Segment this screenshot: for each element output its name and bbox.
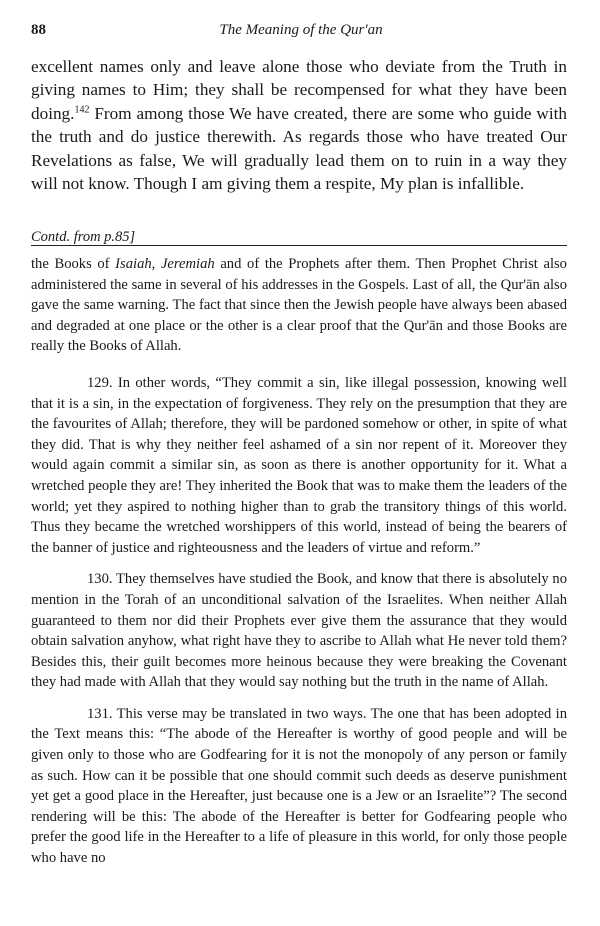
footnote-130: 130. They themselves have studied the Book, and know that there is absolutely no mention in the Torah of an unconditional salvation of the Israelites. When neither Allah guaranteed to them nor did their Prophets ever give them the assurance that they would obtain salvation anyhow, what right have they to ascribe to Allah what He never told them? Besides this, their guilt becomes more heinous because they were breaking the Covenant they had made with Allah that they would say nothing but the truth in the name of Allah. <box>31 571 567 691</box>
footnote-reference: 142 <box>74 104 90 116</box>
footnote-continuation: the Books of Isaiah, Jeremiah and of the Prophets after them. Then Prophet Christ also administered the same in several of his addresses in the Gospels. Last of all, the Qur'ān also gave the same warning. The fact that since then the Jewish people have always been abased and degraded at one place or the other is a clear proof that the Qur'ān and those Books are really the Books of Allah. <box>31 256 567 355</box>
page-header <box>31 22 571 46</box>
main-text-part-1: excellent names only and leave alone those who deviate from the Truth in giving names to Him; they shall be recompensed for what they have been doing. <box>31 57 567 123</box>
book-title-jeremiah: Jeremiah <box>160 256 215 272</box>
footnotes-section <box>31 254 567 880</box>
main-translation-text <box>31 55 567 195</box>
book-title-isaiah: Isaiah <box>115 256 152 272</box>
footnote-131: 131. This verse may be translated in two ways. The one that has been adopted in the Text means this: “The abode of the Hereafter is worthy of good people and will be given only to those who are Godfearing for it is not the monopoly of any person or family as such. How can it be possible that one should commit such deeds as deserve punishment yet get a good place in the Hereafter, just because one is a Jew or an Israelite”? The second rendering will be this: The abode of the Hereafter is better for Godfearing people who prefer the good life in the Hereafter to a life of pleasure in this world, for only those people who have no <box>31 705 567 867</box>
page-number: 88 <box>31 22 46 38</box>
continued-from-note: Contd. from p.85] <box>31 229 136 245</box>
main-text-part-2: From among those We have created, there are some who guide with the truth and do justice therewith. As regards those who have treated Our Revelations as false, We will gradually lead them on to ruin in a way they will not know. Though I am giving them a respite, My plan is infallible. <box>31 103 567 194</box>
running-title: The Meaning of the Qur'an <box>219 22 383 38</box>
footnote-divider <box>31 245 567 246</box>
footnote-129: 129. In other words, “They commit a sin, like illegal possession, knowing well that it is a sin, in the expectation of forgiveness. They rely on the presumption that they are the favourites of Allah; therefore, they will be pardoned somehow or other, in spite of what they did. That is why they neither feel ashamed of a sin nor repent of it. Moreover they would again commit a similar sin, as soon as there is another opportunity for it. What a wretched people they are! They inherited the Book that was to make them the leaders of the world; yet they aspired to nothing higher than to grab the transitory things of this world. Thus they became the wretched worshippers of this world, instead of being the bearers of the banner of justice and righteousness and the leaders of virtue and reform.” <box>31 374 567 556</box>
